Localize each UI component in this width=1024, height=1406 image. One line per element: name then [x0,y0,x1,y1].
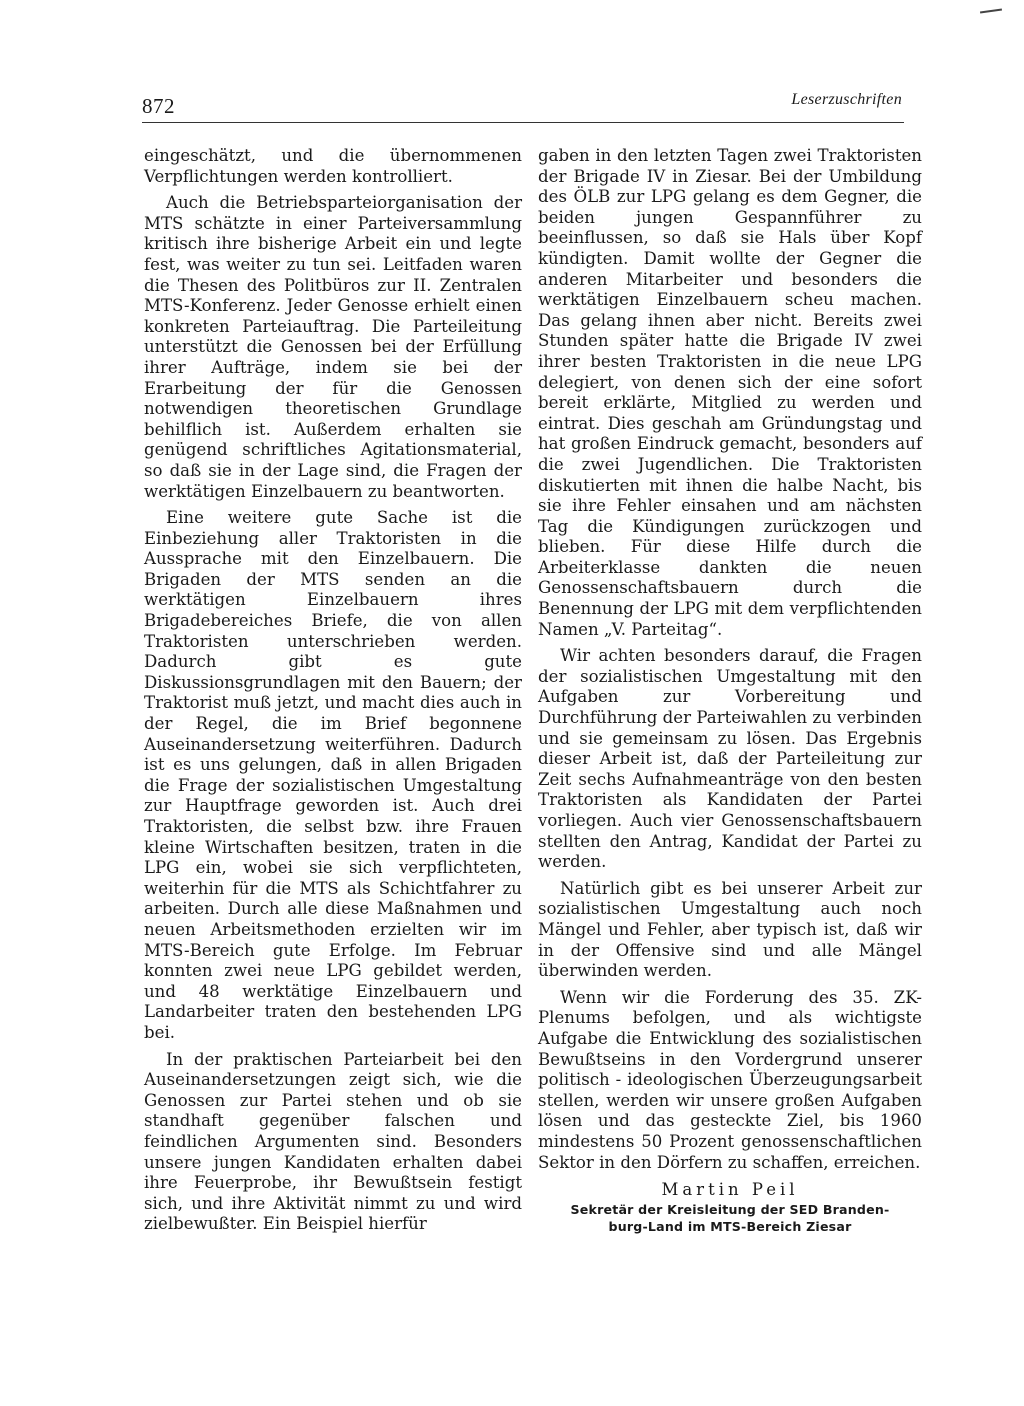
paragraph: eingeschätzt, und die übernommenen Verpflichtungen werden kontrolliert. [144,146,522,186]
paragraph: Wenn wir die Forderung des 35. ZK-Plenums befolgen, und als wichtigste Aufgabe die Entwicklung des sozialistischen Bewußtseins in den Vordergrund unserer politisch - ideologischen Überzeugungsarbeit stellen, werden wir unsere großen Aufgaben lösen und das gesteckte Ziel, bis 1960 mindestens 50 Prozent genossenschaftlichen Sektor in den Dörfern zu schaffen, erreichen. [538,987,922,1172]
scan-mark [980,8,1002,13]
paragraph: Wir achten besonders darauf, die Fragen der sozialistischen Umgestaltung mit den Aufgaben zur Vorbereitung und Durchführung der Parteiwahlen zu verbinden und sie gemeinsam zu lösen. Das Ergebnis dieser Arbeit ist, daß der Parteileitung zur Zeit sechs Aufnahmeanträge von den besten Traktoristen als Kandidaten der Partei vorliegen. Auch vier Genossenschaftsbauern stellten den Antrag, Kandidat der Partei zu werden. [538,646,922,872]
paragraph: Eine weitere gute Sache ist die Einbeziehung aller Traktoristen in die Aussprache mit den Einzelbauern. Die Brigaden der MTS senden an die werktätigen Einzelbauern ihres Brigadebereiches Briefe, die von allen Traktoristen unterschrieben werden. Dadurch gibt es gute Diskussionsgrundlagen mit den Bauern; der Traktorist muß jetzt, und macht dies auch in der Regel, die im Brief begonnene Auseinandersetzung weiterführen. Dadurch ist es uns gelungen, daß in allen Brigaden die Frage der sozialistischen Umgestaltung zur Hauptfrage geworden ist. Auch drei Traktoristen, die selbst bzw. ihre Frauen kleine Wirtschaften besitzen, traten in die LPG ein, wobei sie sich verpflichteten, weiterhin für die MTS als Schichtfahrer zu arbeiten. Durch alle diese Maßnahmen und neuen Arbeitsmethoden erzielten wir im MTS-Bereich gute Erfolge. Im Februar konnten zwei neue LPG gebildet werden, und 48 werktätige Einzelbauern und Landarbeiter traten den bestehenden LPG bei. [144,508,522,1042]
running-head: Leserzuschriften [791,91,902,108]
left-column [144,146,522,1241]
author-name: Martin Peil [661,1180,799,1200]
right-column [538,146,922,1235]
paragraph: gaben in den letzten Tagen zwei Traktoristen der Brigade IV in Ziesar. Bei der Umbildung des ÖLB zur LPG gelang es dem Gegner, die beiden jungen Gespannführer zu beeinflussen, so daß sie Hals über Kopf kündigten. Damit wollte der Gegner die anderen Mitarbeiter und besonders die werktätigen Einzelbauern scheu machen. Das gelang ihnen aber nicht. Bereits zwei Stunden später hatte die Brigade IV zwei ihrer besten Traktoristen in die neue LPG delegiert, von denen sich der eine sofort bereit erklärte, Mitglied zu werden und eintrat. Dies geschah am Gründungstag und hat großen Eindruck gemacht, besonders auf die zwei Jugendlichen. Die Traktoristen diskutierten mit ihnen die halbe Nacht, bis sie ihre Fehler einsahen und am nächsten Tag die Kündigungen zurückzogen und blieben. Für diese Hilfe durch die Arbeiterklasse dankten die neuen Genossenschaftsbauern durch die Benennung der LPG mit dem verpflichtenden Namen „V. Parteitag“. [538,146,922,639]
author-title-line-2: burg-Land im MTS-Bereich Ziesar [608,1219,852,1235]
paragraph: Natürlich gibt es bei unserer Arbeit zur sozialistischen Umgestaltung auch noch Mängel und Fehler, aber typisch ist, daß wir in der Offensive sind und alle Mängel überwinden werden. [538,878,922,981]
header-rule [142,122,904,123]
paragraph: In der praktischen Parteiarbeit bei den Auseinandersetzungen zeigt sich, wie die Genossen zur Partei stehen und ob sie standhaft gegenüber falschen und feindlichen Argumenten sind. Besonders unsere jungen Kandidaten erhalten dabei ihre Feuerprobe, ihr Bewußtsein festigt sich, und ihre Aktivität nimmt zu und wird zielbewußter. Ein Beispiel hierfür [144,1049,522,1234]
page-number: 872 [142,94,175,118]
paragraph: Auch die Betriebsparteiorganisation der MTS schätzte in einer Parteiversammlung kritisch ihre bisherige Arbeit ein und legte fest, was weiter zu tun sei. Leitfaden waren die Thesen des Politbüros zur II. Zentralen MTS-Konferenz. Jeder Genosse erhielt einen konkreten Parteiauftrag. Die Parteileitung unterstützt die Genossen bei der Erfüllung ihrer Aufträge, indem sie bei der Erarbeitung der für die Genossen notwendigen theoretischen Grundlage behilflich ist. Außerdem erhalten sie genügend schriftliches Agitationsmaterial, so daß sie in der Lage sind, die Fragen der werktätigen Einzelbauern zu beantworten. [144,193,522,501]
author-title-line-1: Sekretär der Kreisleitung der SED Branden- [570,1202,890,1218]
author-title [538,1201,922,1235]
